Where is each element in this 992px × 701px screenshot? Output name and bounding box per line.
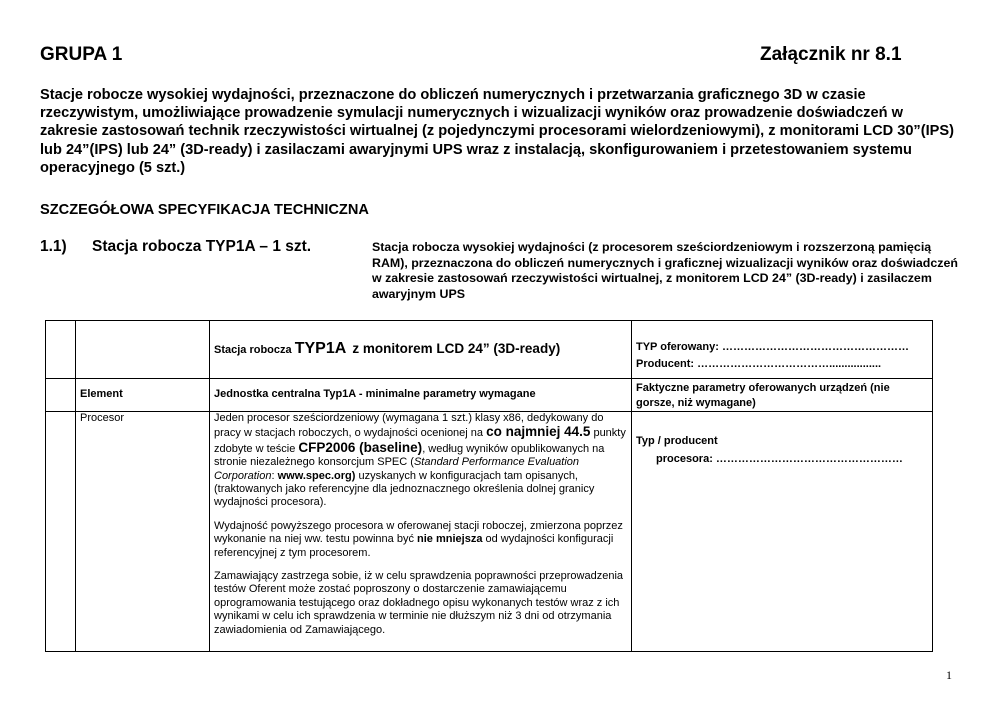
section-description: Stacja robocza wysokiej wydajności (z procesorem sześciordzeniowym i rozszerzoną pamięcią RAM), przeznaczona do obliczeń numerycznych i graficznej wizualizacji wyników oraz doświadczeń w zakresie zastosowań rzeczywistości wirtualnej, z monitorem LCD 24” (3D-ready) i zasilaczem awaryjnym UPS	[372, 240, 958, 301]
actual-line-processor: procesora: ……………………………………………	[656, 453, 903, 465]
offer-producer-line: Producent: ……………………………….................	[636, 358, 882, 371]
attachment-number: Załącznik nr 8.1	[760, 44, 902, 65]
heading-model: TYP1A	[294, 339, 347, 357]
group-title: GRUPA 1	[40, 44, 123, 65]
column-requirement: Jednostka centralna Typ1A - minimalne parametry wymagane	[210, 379, 632, 412]
row-element-processor: Procesor	[76, 412, 210, 652]
spec-table	[45, 320, 933, 652]
column-header-row	[46, 379, 933, 412]
section-title: Stacja robocza TYP1A – 1 szt.	[92, 238, 312, 255]
heading-prefix: Stacja robocza	[214, 343, 292, 356]
column-element: Element	[76, 379, 210, 412]
requirement-paragraph-1: Jeden procesor sześciordzeniowy (wymagana 1 szt.) klasy x86, dedykowany do pracy w stacjach roboczych, o wydajności ocenionej na co najmniej 44.5 punkty zdobyte w teście CFP2006 (baseline), według wyników opublikowanych na stronie niezależnego konsorcjum SPEC (Standard Performance Evaluation Corporation: www.spec.org) uzyskanych w konfiguracjach tam opisanych, (traktowanych jako referencyjne dla jednoznacznego określenia dolnej granicy wydajności procesora).	[214, 412, 626, 509]
intro-paragraph: Stacje robocze wysokiej wydajności, przeznaczone do obliczeń numerycznych i przetwarzania graficznego 3D w czasie rzeczywistym, umożliwiające prowadzenie symulacji numerycznych i wizualizacji wyników oraz prowadzenie doświadczeń w zakresie zastosowań technik rzeczywistości wirtualnej (z pojedynczymi procesorami wielordzeniowymi), z monitorami LCD 30”(IPS) lub 24”(IPS) lub 24” (3D-ready) i zasilaczami awaryjnymi UPS wraz z instalacją, skonfigurowaniem i przetestowaniem systemu operacyjnego (5 szt.)	[40, 87, 954, 176]
table-cell-empty	[76, 321, 210, 379]
table-cell-index	[46, 321, 76, 379]
table-row	[46, 412, 933, 652]
offer-type-line: TYP oferowany: ……………………………………………	[636, 341, 909, 353]
table-header-row	[46, 321, 933, 379]
table-cell-index	[46, 379, 76, 412]
requirement-paragraph-2: Wydajność powyższego procesora w oferowanej stacji roboczej, zmierzona poprzez wykonanie na niej ww. testu powinna być nie mniejsza od wydajności konfiguracji referencyjnej z tym procesorem.	[214, 519, 623, 559]
actual-cell	[632, 412, 933, 652]
section-number: 1.1)	[40, 238, 67, 255]
spec-title: SZCZEGÓŁOWA SPECYFIKACJA TECHNICZNA	[40, 202, 369, 218]
column-actual: Faktyczne parametry oferowanych urządzeń (nie gorsze, niż wymagane)	[632, 379, 933, 412]
heading-suffix: z monitorem LCD 24” (3D-ready)	[352, 340, 561, 356]
page-number: 1	[946, 668, 952, 682]
offer-cell	[632, 321, 933, 379]
actual-line-type: Typ / producent	[636, 435, 718, 447]
workstation-heading	[210, 321, 632, 379]
requirement-cell	[210, 412, 632, 652]
requirement-paragraph-3: Zamawiający zastrzega sobie, iż w celu sprawdzenia poprawności przeprowadzenia testów Oferent może zostać poproszony o dostarczenie zamawiającemu oprogramowania testującego oraz dokładnego opisu wykonanych testów wraz z ich wynikami w celu ich sprawdzenia w terminie nie dłuższym niż 3 dni od otrzymania zawiadomienia od Zamawiającego.	[214, 570, 624, 636]
table-cell-index	[46, 412, 76, 652]
